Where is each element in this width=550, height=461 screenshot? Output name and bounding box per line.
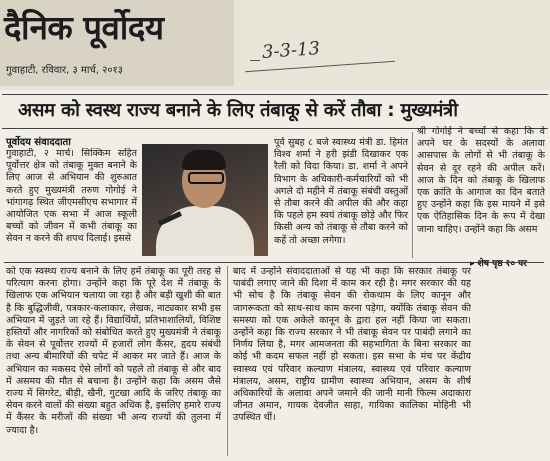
lower-right-text: बाद में उन्होंने संवाददाताओं से यह भी कहा कि सरकार तंबाकू पर पाबंदी लगाए जाने की दिशा में काम कर रही है। मगर सरकार की यह भी सोच है कि तंबाकू सेवन की रोकथाम के लिए कानून और जागरूकता को साथ-साथ काम करना पड़ेगा, क्योंकि तंबाकू सेवन की समस्या को एक अकेले कानून के द्वारा हल नहीं किया जा सकता। उन्होंने कहा कि राज्य सरकार ने भी तंबाकू सेवन पर पाबंदी लगाने का निर्णय लिया है, मगर आमजनता की सहभागिता के बिना सरकार का कोई भी कदम सफल नहीं हो सकता। इस सभा के मंच पर केंद्रीय स्वास्थ्य एवं परिवार कल्याण मंत्रालय, स्वास्थ्य एवं परिवार कल्याण मंत्रालय, असम, राष्ट्रीय ग्रामीण स्वास्थ्य अभियान, असम के शीर्ष अधिकारियों के अलावा अपने जमाने की जानी मानी फिल्म अदाकारा जीनत अमान, गायक देवजीत साहा, गायिका कालिका मोहिनी भी उपस्थित थीं। [233,266,471,424]
top-rule [2,94,548,95]
continued-on-page: ▸ शेष पृष्ठ १० पर [470,259,527,269]
lower-left-text: को एक स्वस्थ्य राज्य बनाने के लिए हमें तंबाकू का पूरी तरह से परित्याग करना होगा। उन्होंने कहा कि पूरे देश में तंबाकू के खिलाफ एक अभियान चलाया जा रहा है और बड़ी खुशी की बात है कि बुद्धिजीवी, पत्रकार-कलाकार, लेखक, नाट्यकार सभी इस अभियान में जुड़ते जा रहे हैं। विद्यार्थियों, प्रतिभाशालियों, विशिष्ट हस्तियों और नागरिकों को संबोधित करते हुए मुख्यमंत्री ने तंबाकू के सेवन से पूर्वोत्तर राज्यों में हजारों लोग कैंसर, हृदय संबंधी तथा अन्य बीमारियों की चपेट में आकर मर जाते हैं। आज के अभियान का मकसद ऐसे लोगों को पहले तो तंबाकू से और बाद में असमय की मौत से बचाना है। उन्होंने कहा कि असम जैसे राज्य में सिगरेट, बीड़ी, खैनी, गुटखा आदि के जरिए तंबाकू का सेवन करने वालों की संख्या बहुत अधिक है, इसलिए हमारे राज्य में कैंसर के मरीजों की संख्या भी अन्य राज्यों की तुलना में ज्यादा है। [6,266,221,436]
masthead [0,0,234,86]
column-3-lead: श्री गोगोई ने बच्चों से कहा कि वे अपने घर के सदस्यों के अलावा आसपास के लोगों से भी तंबाकू के सेवन से दूर रहने की अपील करें। आज के दिन को तंबाकू के खिलाफ एक क्रांति के आगाज का दिन बताते हुए उन्होंने कहा कि इस मायने में इसे एक ऐतिहासिक दिन के रूप में देखा जाना चाहिए। उन्होंने कहा कि असम [417,126,545,235]
dateline: गुवाहाटी, रविवार, ३ मार्च, २०१३ [6,65,123,76]
newspaper-name: दैनिक पूर्वोदय [4,8,164,47]
handwritten-date: 3-3-13 [261,38,321,63]
article-headline: असम को स्वस्थ राज्य बनाने के लिए तंबाकू से करें तौबा : मुख्यमंत्री [18,100,458,121]
column-1-lead: गुवाहाटी, २ मार्च। सिक्किम सहित पूर्वोत्तर क्षेत्र को तंबाकू मुक्त बनाने के लिए आज से अभियान की शुरुआत करते हुए मुख्यमंत्री तरुण गोगोई ने भांगागढ़ स्थित जीएमसीएच सभागार में आयोजित एक सभा में आज स्कूली बच्चों को जीवन में कभी तंबाकू का सेवन न करने की शपथ दिलाई। इससे [6,148,137,245]
lower-divider [227,266,228,456]
column-divider [412,132,413,258]
column-2-lead: पूर्व सुबह ८ बजे स्वास्थ्य मंत्री डा. हिमंत विश्व शर्मा ने हरी झंडी दिखाकर एक रैली को विदा किया। डा. शर्मा ने अपने विभाग के अधिकारी-कर्मचारियों को भी अगले दो महीने में तंबाकू संबंधी वस्तुओं से तौबा करने की अपील की और कहा कि पहले हम स्वयं तंबाकू छोड़े और फिर किसी अन्य को तंबाकू से तौबा करने को कहें तो अच्छा लगेगा। [274,137,408,246]
section-rule [4,262,544,263]
handwritten-dash [250,60,260,61]
chief-minister-photo [142,144,268,256]
byline: पूर्वोदय संवाददाता [6,137,71,148]
photo-glasses [188,172,224,184]
photo-body [156,206,254,256]
photo-hair [182,150,226,170]
